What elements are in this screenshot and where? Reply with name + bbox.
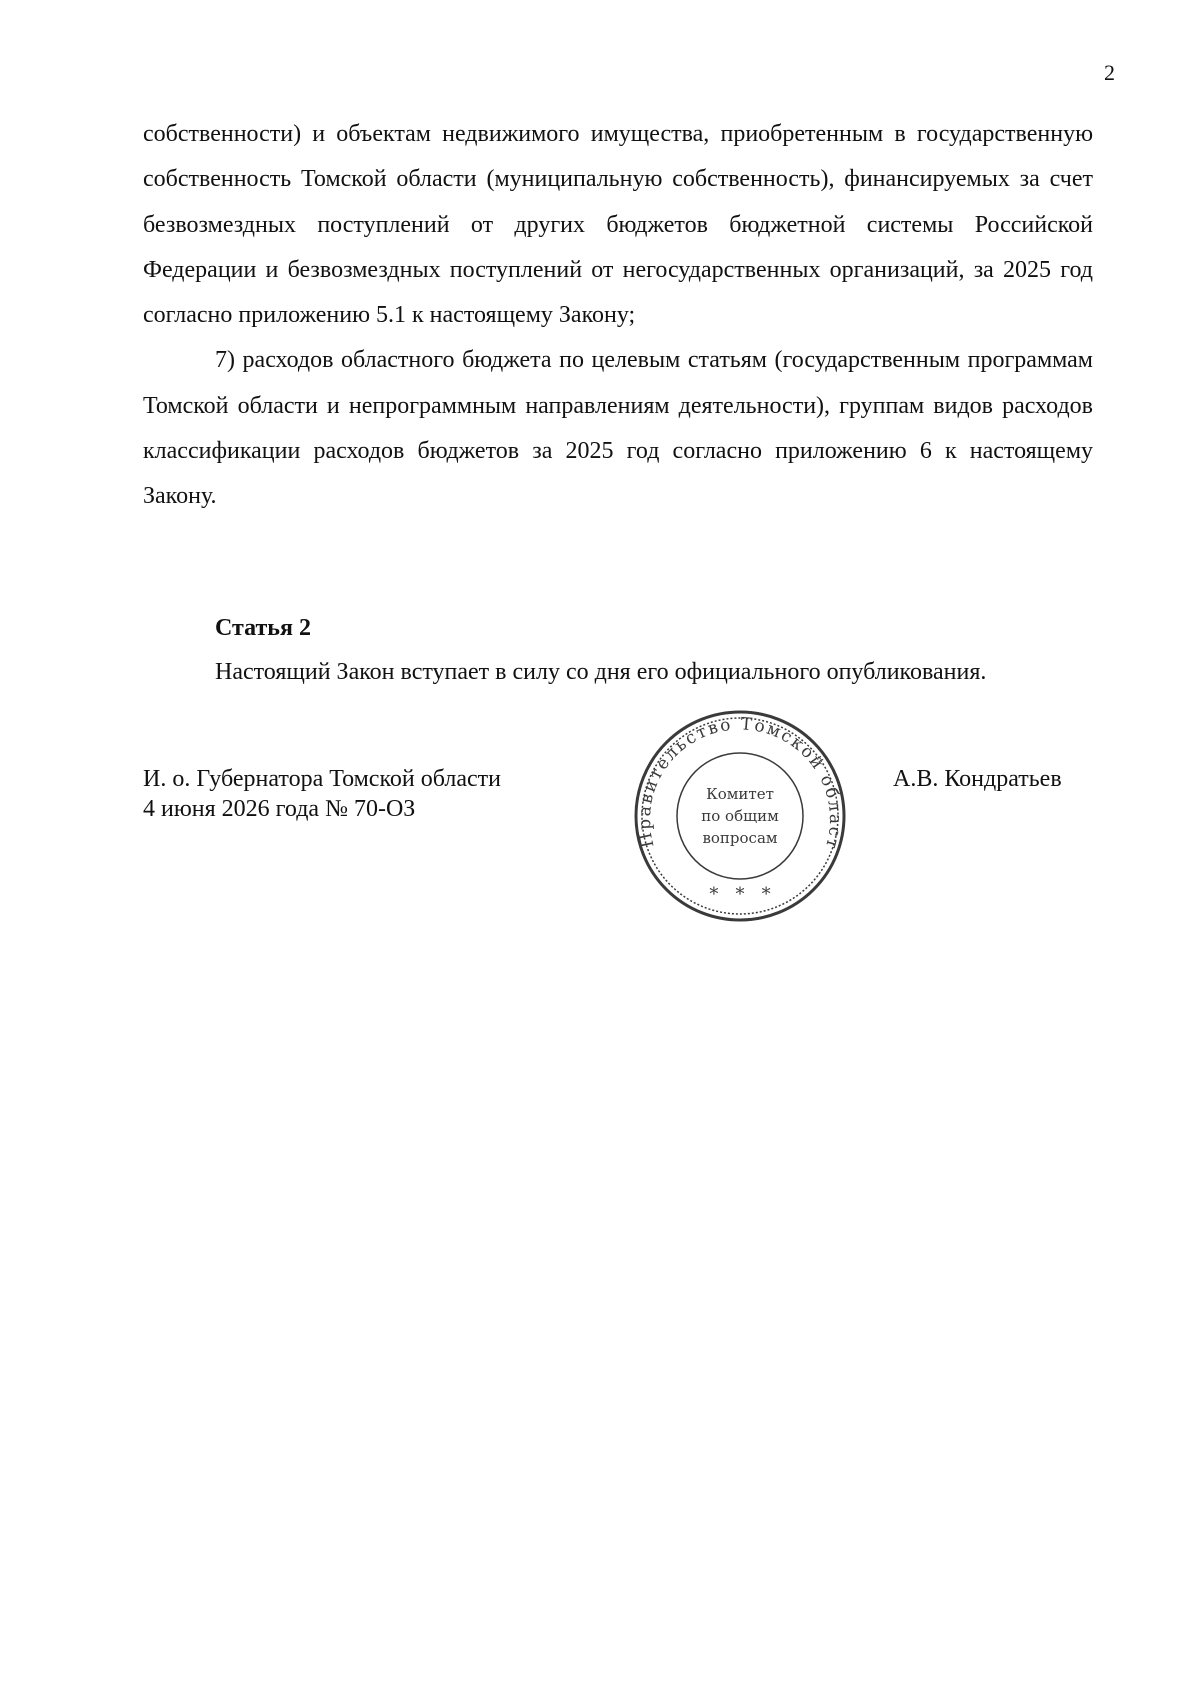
seal-stars: * * *	[709, 884, 771, 905]
paragraph-item-7: 7) расходов областного бюджета по целевым статьям (государственным программам Томской области и непрограммным направлениям деятельности), группам видов расходов классификации расходов бюджетов за 2025 год согласно приложению 6 к настоящему Закону.	[143, 347, 1093, 510]
seal-center-line-2: по общим	[701, 807, 779, 825]
signatory-position: И. о. Губернатора Томской области	[143, 766, 501, 792]
paragraph-continuation: собственности) и объектам недвижимого имущества, приобретенным в государственную собственность Томской области (муниципальную собственность), финансируемых за счет безвозмездных поступлений от других бюджетов бюджетной системы Российской Федерации и безвозмездных поступлений от негосударственных организаций, за 2025 год согласно приложению 5.1 к настоящему Закону;	[143, 121, 1093, 329]
seal-icon	[630, 706, 850, 926]
law-date-number: 4 июня 2026 года № 70-ОЗ	[143, 796, 416, 822]
page-number: 2	[1104, 60, 1115, 85]
seal-ring-text: Правительство Томской област	[634, 714, 846, 853]
article-title: Статья 2	[215, 615, 311, 641]
signatory-name: А.В. Кондратьев	[893, 766, 1062, 792]
signature-block	[143, 764, 501, 824]
article-text: Настоящий Закон вступает в силу со дня его официального опубликования.	[215, 659, 987, 685]
article-2	[215, 610, 1115, 690]
seal-center-line-3: вопросам	[702, 829, 778, 847]
official-seal	[630, 706, 850, 926]
seal-center-line-1: Комитет	[706, 785, 774, 803]
document-body	[143, 112, 1093, 520]
